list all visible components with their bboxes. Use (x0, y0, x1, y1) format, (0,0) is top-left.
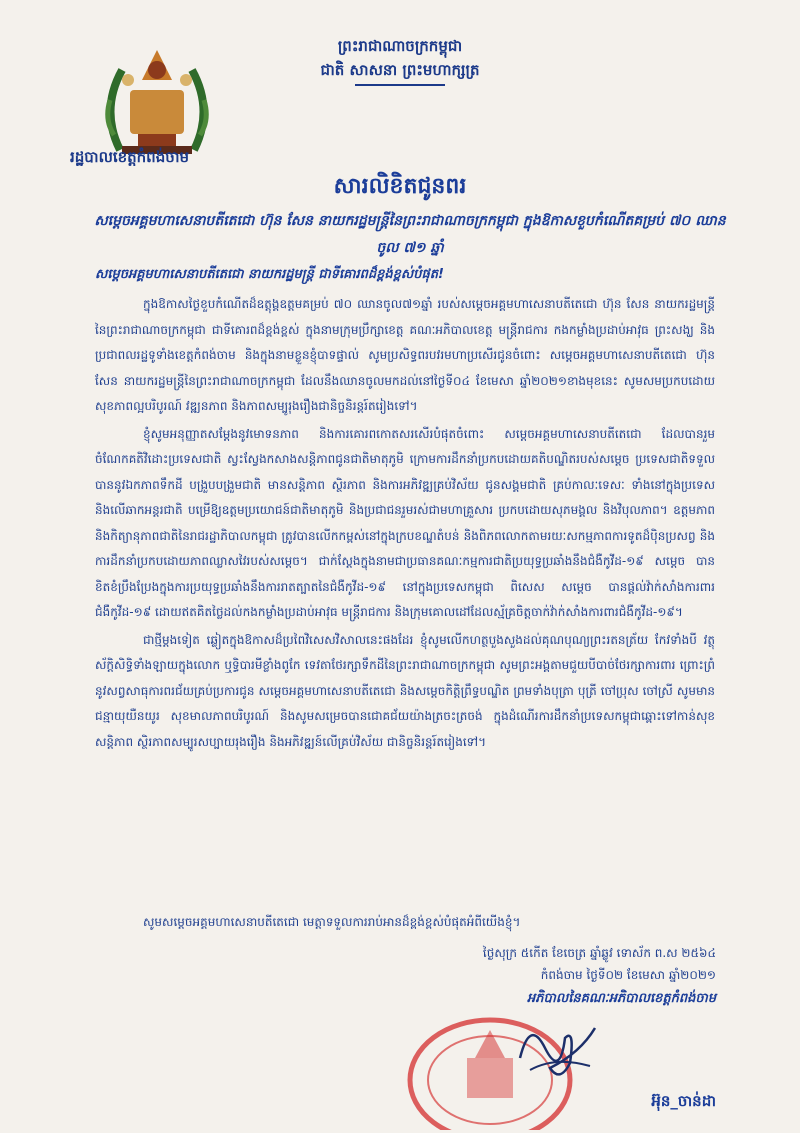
motto-kingdom: ព្រះរាជាណាចក្រកម្ពុជា (337, 37, 463, 55)
signatory-name: អ៊ុន_ចាន់ដា (651, 1092, 716, 1110)
salutation: សម្តេចអគ្គមហាសេនាបតីតេជោ នាយករដ្ឋមន្ត្រី ជាទីគោរពដ៏ខ្ពង់ខ្ពស់បំផុត! (95, 267, 444, 282)
lunar-date: ថ្ងៃសុក្រ ៥កើត ខែចេត្រ ឆ្នាំឆ្លូវ ទោស័ក ព.ស ២៥៦៤ (482, 946, 716, 960)
issuing-authority: រដ្ឋបាលខេត្តកំពង់ចាម (70, 148, 190, 166)
motto-nation: ជាតិ សាសនា ព្រះមហាក្សត្រ (320, 61, 480, 79)
letter-body (95, 292, 715, 757)
date-block (483, 942, 716, 986)
paragraph-1: ក្នុងឱកាសថ្ងៃខួបកំណើតដ៏ឧត្តុង្គឧត្តមគម្រប់ ៧០ ឈានចូល៧១ឆ្នាំ របស់សម្តេចអគ្គមហាសេនាបតីតេជោ ហ៊ុន សែន នាយករដ្ឋមន្ត្រីនៃព្រះរាជាណាចក្រកម្ពុជា ជាទីគោរពដ៏ខ្ពង់ខ្ពស់ ក្នុងនាមក្រុមប្រឹក្សាខេត្ត គណៈអភិបាលខេត្ត មន្ត្រីរាជការ កងកម្លាំងប្រដាប់អាវុធ ព្រះសង្ឃ និងប្រជាពលរដ្ឋទូទាំងខេត្តកំពង់ចាម និងក្នុងនាមខ្លួនខ្ញុំបាទផ្ទាល់ សូមប្រសិទ្ធពរបវរមហាប្រសើរជូនចំពោះ សម្តេចអគ្គមហាសេនាបតីតេជោ ហ៊ុន សែន នាយករដ្ឋមន្ត្រីនៃព្រះរាជាណាចក្រកម្ពុជា ដែលនឹងឈានចូលមកដល់នៅថ្ងៃទី០៤ ខែមេសា ឆ្នាំ២០២១ខាងមុខនេះ សូមសមប្រកបដោយសុខភាពល្អបរិបូរណ៍ វឌ្ឍនភាព និងភាពសម្បូរុងរឿងជានិច្ចនិរន្តរ៍តរៀងទៅ។ (95, 297, 715, 413)
signatory-title: អភិបាលនៃគណៈអភិបាលខេត្តកំពង់ចាម (526, 991, 716, 1006)
motto-divider (355, 84, 445, 86)
letter-subtitle: សម្តេចអគ្គមហាសេនាបតីតេជោ ហ៊ុន សែន នាយករដ្ឋមន្ត្រីនៃព្រះរាជាណាចក្រកម្ពុជា ក្នុងឱកាសខួបកំណើតគម្រប់ ៧០ ឈានចូល ៧១ ឆ្នាំ (94, 213, 726, 256)
national-motto (270, 34, 530, 86)
solar-date: កំពង់ចាម ថ្ងៃទី០២ ខែមេសា ឆ្នាំ២០២១ (540, 968, 716, 982)
signature-icon (510, 1008, 600, 1088)
closing-line: សូមសម្តេចអគ្គមហាសេនាបតីតេជោ មេត្តាទទួលការរាប់អានដ៏ខ្ពង់ខ្ពស់បំផុតអំពីយើងខ្ញុំ។ (143, 915, 521, 929)
paragraph-3: ជាថ្មីម្តងទៀត ឆ្លៀតក្នុងឱកាសដ៏ប្រពៃវិសេសវិសាលនេះផងដែរ ខ្ញុំសូមលើកហត្ថបួងសួងដល់គុណបុណ្យព្រះរតនត្រ័យ កែវទាំងបី វត្ថុស័ក្តិសិទ្ធិទាំងឡាយក្នុងលោក ឬទ្ធិបារមីខ្លាំងពូកែ ទេវតាថែរក្សាទឹកដីនៃព្រះរាជាណាចក្រកម្ពុជា សូមព្រះអង្គតាមជួយបីបាច់ថែរក្សាការពារ ព្រោះព្រំនូវសព្វសាធុការពរជ័យគ្រប់ប្រការជូន សម្តេចអគ្គមហាសេនាបតីតេជោ និងសម្តេចកិត្តិព្រឹទ្ធបណ្ឌិត ព្រមទាំងបុត្រា បុត្រី ចៅប្រុស ចៅស្រី សូមមានជន្មាយុយឺនយូរ សុខមាលភាពបរិបូរណ៍ និងសូមសម្រេចបានជោគជ័យយ៉ាងត្រចះត្រចង់ ក្នុងដំណើរការដឹកនាំប្រទេសកម្ពុជាឆ្ពោះទៅកាន់សុខសន្តិភាព ស្ថិរភាពសម្បូរសប្បាយរុងរឿង និងអភិវឌ្ឍន៍លើគ្រប់វិស័យ ជានិច្ចនិរន្តរ៍តរៀងទៅ។ (95, 632, 715, 749)
paragraph-2: ខ្ញុំសូមអនុញ្ញាតសម្តែងនូវមោទនភាព និងការគោរពកោតសរសើរបំផុតចំពោះ សម្តេចអគ្គមហាសេនាបតីតេជោ ដែលបានរួមចំណែកគតិវិដោះប្រទេសជាតិ ស្វះស្វែងកសាងសន្តិភាពជូនជាតិមាតុភូមិ ក្រោមការដឹកនាំប្រកបដោយគតិបណ្ឌិតរបស់សម្តេច ប្រទេសជាតិទទួលបាននូវឯកភាពទឹកដី បង្រួបបង្រួមជាតិ មានសន្តិភាព ស្ថិរភាព និងការអភិវឌ្ឍគ្រប់វិស័យ ជូនសង្គមជាតិ គ្រប់កាលៈទេសៈ ទាំងនៅក្នុងប្រទេស និងលើឆាកអន្តរជាតិ បម្រើឱ្យឧត្តមប្រយោជន៍ជាតិមាតុភូមិ និងប្រជាជនរួមរស់ជាមហាគ្រួសារ ប្រកបដោយសុភមង្គល និងវិបុលភាព។ ឧត្តមភាព និងកិត្យានុភាពជាតិនៃរាជរដ្ឋាភិបាលកម្ពុជា ត្រូវបានលើកកម្ពស់នៅក្នុងក្របខណ្ឌតំបន់ និងពិភពលោកតាមរយៈសកម្មភាពការទូតដ៏ប៉ិនប្រសព្វ និងការដឹកនាំប្រកបដោយភាពឈ្លាសវៃរបស់សម្តេច។ ជាក់ស្តែងក្នុងនាមជាប្រធានគណៈកម្មការជាតិប្រយុទ្ធប្រឆាំងនឹងជំងឺកូវីដ-១៩ សម្តេច បានខិតខំប្រឹងប្រែងក្នុងការប្រយុទ្ធប្រឆាំងនឹងការរាតត្បាតនៃជំងឺកូវីដ-១៩ នៅក្នុងប្រទេសកម្ពុជា ពិសេស សម្តេច បានផ្តល់វ៉ាក់សាំងការពារជំងឺកូវីដ-១៩ ដោយឥតគិតថ្លៃដល់កងកម្លាំងប្រដាប់អាវុធ មន្ត្រីរាជការ និងក្រុមគោលដៅដែលស្ម័គ្រចិត្តចាក់វ៉ាក់សាំងការពារជំងឺកូវីដ-១៩។ (95, 426, 715, 619)
letter-title: សារលិខិតជូនពរ (333, 174, 467, 199)
